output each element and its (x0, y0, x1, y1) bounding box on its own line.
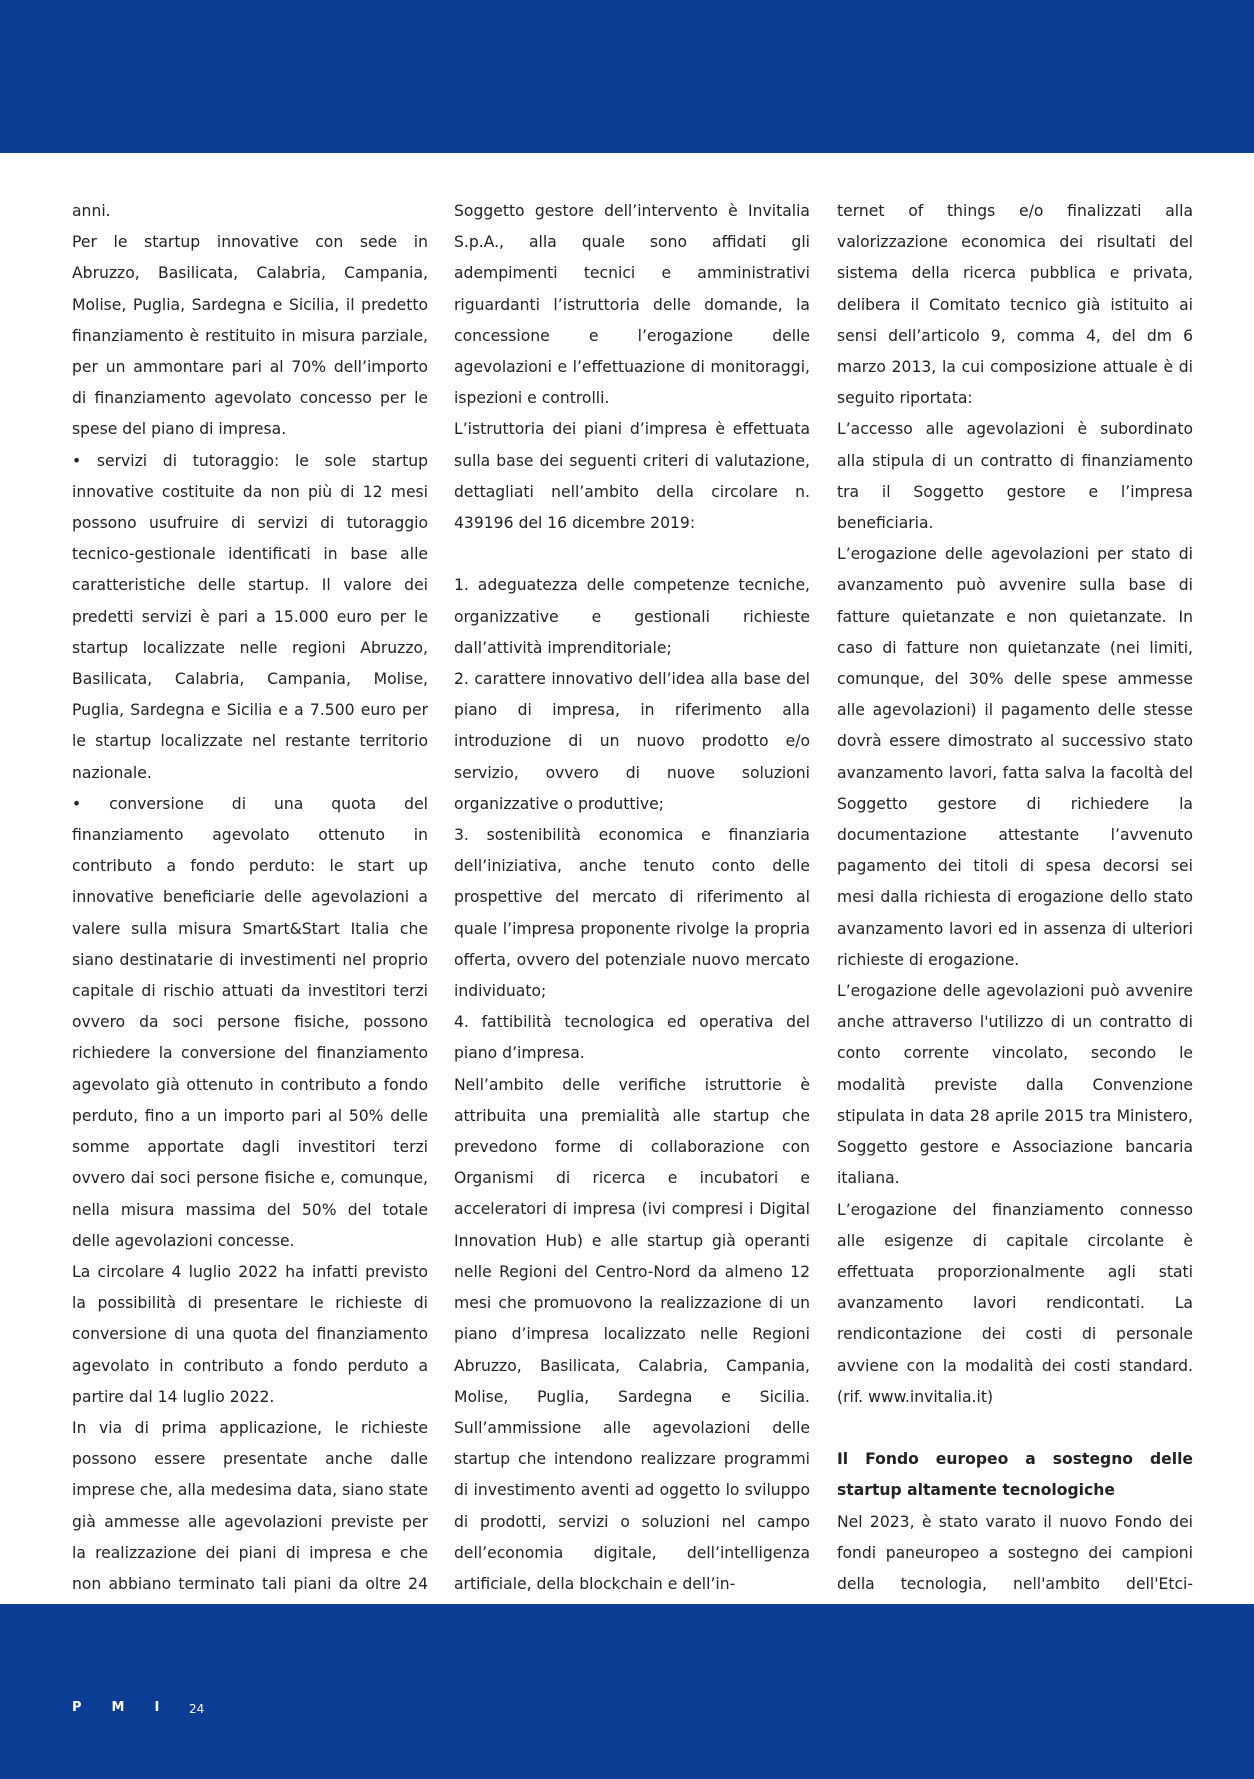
paragraph: L’istruttoria dei piani d’impresa è effettuata sulla base dei seguenti criteri di valutazione, dettagliati nell’ambito della circolare n. 439196 del 16 dicembre 2019: (454, 420, 810, 533)
footer-magazine-label: PMI (72, 1700, 190, 1715)
section-heading: Il Fondo europeo a sostegno delle startup altamente tecnologiche (837, 1450, 1193, 1500)
paragraph: La circolare 4 luglio 2022 ha infatti previsto la possibilità di presentare le richieste di conversione di una quota del finanziamento agevolato in contributo a fondo perduto a partire dal 14 luglio 2022. (72, 1262, 428, 1406)
paragraph-spacer (454, 539, 810, 570)
paragraph: In via di prima applicazione, le richieste possono essere presentate anche dalle imprese che, alla medesima data, siano state già ammesse alle agevolazioni previste per la realizzazione dei piani di impresa e che non abbiano terminato tali piani da oltre 24 (72, 1418, 428, 1593)
footer-band (0, 1604, 1254, 1779)
paragraph: Nell’ambito delle verifiche istruttorie è attribuita una premialità alle startup che prevedono forme di collaborazione con Organismi di ricerca e incubatori e acceleratori di impresa (ivi compresi i Digital Innovation Hub) e alle startup già operanti nelle Regioni del Centro-Nord da almeno 12 mesi che promuovono la realizzazione di un piano d’impresa localizzato nelle Regioni Abruzzo, Basilicata, Calabria, Campania, Molise, Puglia, Sardegna e Sicilia. Sull’ammissione alle agevolazioni delle startup che intendono realizzare programmi di investimento aventi ad oggetto lo sviluppo di prodotti, servizi o soluzioni nel campo dell’economia digitale, dell’intelligenza artificiale, della blockchain e dell’in- (454, 1075, 810, 1593)
column-1 (72, 196, 428, 1631)
column-3 (837, 196, 1193, 1663)
paragraph: Soggetto gestore dell’intervento è Invitalia S.p.A., alla quale sono affidati gli adempimenti tecnici e amministrativi riguardanti l’istruttoria delle domande, la concessione e l’erogazione delle agevolazioni e l’effettuazione di monitoraggi, ispezioni e controlli. (454, 202, 810, 408)
column-2 (454, 196, 810, 1600)
header-band (0, 0, 1254, 153)
bullet-paragraph: • conversione di una quota del finanziamento agevolato ottenuto in contributo a fondo perduto: le start up innovative beneficiarie delle agevolazioni a valere sulla misura Smart&Start Italia che siano destinatarie di investimenti nel proprio capitale di rischio attuati da investitori terzi ovvero da soci persone fisiche, possono richiedere la conversione del finanziamento agevolato già ottenuto in contributo a fondo perduto, fino a un importo pari al 50% delle somme apportate dagli investitori terzi ovvero dai soci persone fisiche e, comunque, nella misura massima del 50% del totale delle agevolazioni concesse. (72, 794, 428, 1250)
bullet-paragraph: • servizi di tutoraggio: le sole startup innovative costituite da non più di 12 mesi possono usufruire di servizi di tutoraggio tecnico-gestionale identificati in base alle caratteristiche delle startup. Il valore dei predetti servizi è pari a 15.000 euro per le startup localizzate nelle regioni Abruzzo, Basilicata, Calabria, Campania, Molise, Puglia, Sardegna e Sicilia e a 7.500 euro per le startup localizzate nel restante territorio nazionale. (72, 451, 428, 782)
paragraph: ternet of things e/o finalizzati alla valorizzazione economica dei risultati del sistema della ricerca pubblica e privata, delibera il Comitato tecnico già istituito ai sensi dell’articolo 9, comma 4, del dm 6 marzo 2013, la cui composizione attuale è di seguito riportata: (837, 202, 1193, 408)
paragraph: Nel 2023, è stato varato il nuovo Fondo dei fondi paneuropeo a sostegno dei campioni della tecnologia, nell'ambito dell'Etci- (837, 1512, 1193, 1593)
paragraph: anni. (72, 202, 111, 220)
list-item: 3. sostenibilità economica e finanziaria dell’iniziativa, anche tenuto conto delle prospettive del mercato di riferimento al quale l’impresa proponente rivolge la propria offerta, ovvero del potenziale nuovo mercato individuato; (454, 826, 810, 1001)
paragraph: L’accesso alle agevolazioni è subordinato alla stipula di un contratto di finanziamento tra il Soggetto gestore e l’impresa beneficiaria. (837, 420, 1193, 533)
paragraph: L’erogazione del finanziamento connesso alle esigenze di capitale circolante è effettuata proporzionalmente agli stati avanzamento lavori rendicontati. La rendicontazione dei costi di personale avviene con la modalità dei costi standard.(rif. www.invitalia.it) (837, 1200, 1193, 1406)
paragraph: L’erogazione delle agevolazioni per stato di avanzamento può avvenire sulla base di fatture quietanzate e non quietanzate. In caso di fatture non quietanzate (nei limiti, comunque, del 30% delle spese ammesse alle agevolazioni) il pagamento delle stesse dovrà essere dimostrato al successivo stato avanzamento lavori, fatta salva la facoltà del Soggetto gestore di richiedere la documentazione attestante l’avvenuto pagamento dei titoli di spesa decorsi sei mesi dalla richiesta di erogazione dello stato avanzamento lavori ed in assenza di ulteriori richieste di erogazione. (837, 545, 1193, 969)
page-number: 24 (189, 1702, 205, 1716)
list-item: 4. fattibilità tecnologica ed operativa del piano d’impresa. (454, 1013, 810, 1063)
list-item: 2. carattere innovativo dell’idea alla base del piano di impresa, in riferimento alla introduzione di un nuovo prodotto e/o servizio, ovvero di nuove soluzioni organizzative o produttive; (454, 670, 810, 813)
list-item: 1. adeguatezza delle competenze tecniche, organizzative e gestionali richieste dall’attività imprenditoriale; (454, 576, 810, 657)
paragraph: L’erogazione delle agevolazioni può avvenire anche attraverso l'utilizzo di un contratto di conto corrente vincolato, secondo le modalità previste dalla Convenzione stipulata in data 28 aprile 2015 tra Ministero, Soggetto gestore e Associazione bancaria italiana. (837, 982, 1193, 1188)
paragraph-spacer (837, 1413, 1193, 1444)
paragraph: Per le startup innovative con sede in Abruzzo, Basilicata, Calabria, Campania, Molise, Puglia, Sardegna e Sicilia, il predetto finanziamento è restituito in misura parziale, per un ammontare pari al 70% dell’importo di finanziamento agevolato concesso per le spese del piano di impresa. (72, 233, 428, 439)
